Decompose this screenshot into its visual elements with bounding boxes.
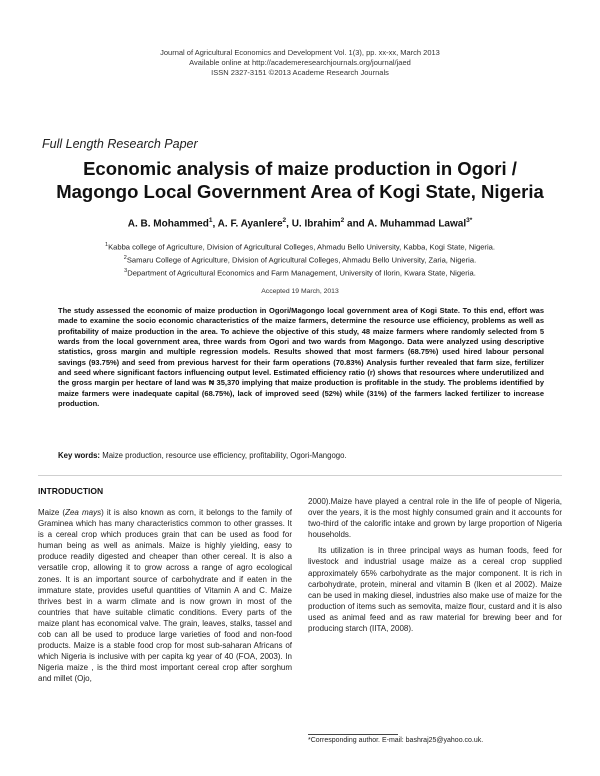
species-name: Zea mays [65, 508, 102, 517]
affiliation-mark: 3 [124, 268, 128, 275]
paragraph-text: Maize ( [38, 508, 66, 517]
author-name: A. Muhammad Lawal [367, 218, 467, 230]
corresponding-author-footnote: *Corresponding author. E-mail: bashraj25@yahoo.co.uk. [308, 737, 484, 744]
footnote-rule [308, 734, 398, 735]
affiliation-text: Samaru College of Agriculture, Division of Agricultural Colleges, Ahmadu Bello University, Zaria, Nigeria. [126, 255, 477, 265]
paragraph-text: ) it is also known as corn, it belongs to the family of Graminea which has many characteristics common to other grasses. It is a cereal crop which produces grain that can be used as food for human being as well as animals. Maize is highly yielding, easy to produce readily digested and cheaper than other cereal. It is also a versatile crop, allowing it to grow across a range of agro ecological zones. It is an important source of carbohydrate and if eaten in the immature state, provides useful quantities of Vitamin A and C. Maize thrives best in a warm climate and is now grown in most of the countries that have suitable climatic conditions. Every parts of the maize plant has economical valve. The grain, leaves, stalks, tassel and cob can all be used to produce large varieties of food and non-food products. Maize is a stable food crop for most sub-saharan Africans of which Nigeria is inclusive with per capita kg year of 40 (FOA, 2003). In Nigeria maize , is the third most important cereal crop after sorghum and millet (Ojo, [38, 508, 293, 684]
introduction-paragraph [38, 507, 292, 685]
keywords [58, 451, 544, 460]
affiliation-text: Department of Agricultural Economics and Farm Management, University of Ilorin, Kwara State, Nigeria. [127, 268, 476, 278]
author-affiliation-mark: 2 [282, 217, 287, 224]
keywords-text: Maize production, resource use efficiency, profitability, Ogori-Mangogo. [102, 451, 347, 460]
journal-issn: ISSN 2327-3151 ©2013 Academe Research Journals [211, 68, 389, 77]
author-affiliation-mark: 3* [466, 217, 473, 224]
affiliation-mark: 1 [105, 242, 109, 248]
author-name: A. F. Ayanlere [217, 218, 283, 230]
title-line-2: Magongo Local Government Area of Kogi State, Nigeria [56, 181, 544, 202]
affiliation-text: Kabba college of Agriculture, Division of Agricultural Colleges, Ahmadu Bello University, Kabba, Kogi State, Nigeria. [108, 242, 495, 252]
affiliation-mark: 2 [123, 255, 127, 262]
introduction-paragraph: 2000).Maize have played a central role in the life of people of Nigeria, over the years, it is the most highly consumed grain and it accounts for two-third of the calorific intake and grown by large proportion of Nigeria households. [308, 497, 562, 540]
left-column [38, 507, 292, 685]
affiliation [0, 253, 600, 266]
author-affiliation-mark: 1 [208, 217, 213, 224]
paper-type: Full Length Research Paper [42, 137, 198, 151]
affiliations [0, 240, 600, 279]
authors: A. B. Mohammed$^1$, A. F. Ayanlere$^2$, U. Ibrahim$^2$ and A. Muhammad Lawal$^{3*}$ [127, 217, 473, 230]
introduction-paragraph: Its utilization is in three principal ways as human foods, feed for livestock and industrial usage maize as a cereal crop supplied approximately 65% carbohydrate as the major component. It is rich in carbohydrate, protein, mineral and vitamin B (Iken et al 2002). Maize can be used in making diesel, industries also make use of maize for the production of items such as semovita, maize flour, custard and it is also used as animal feed and as raw material for brewing beer and for producing starch (IITA, 2008). [308, 546, 562, 634]
author-name: A. B. Mohammed [127, 218, 209, 230]
introduction-heading: INTRODUCTION [38, 486, 104, 496]
journal-header [0, 48, 600, 78]
affiliation [0, 266, 600, 279]
author-affiliation-mark: 2 [340, 217, 345, 224]
section-divider [38, 475, 562, 476]
keywords-label: Key words: [58, 451, 101, 460]
title-line-1: Economic analysis of maize production in Ogori / [83, 158, 517, 179]
accepted-date: Accepted 19 March, 2013 [261, 288, 339, 295]
right-column [308, 496, 562, 634]
abstract: The study assessed the economic of maize production in Ogori/Magongo local government area of Kogi State. To this end, effort was made to examine the socio economic characteristics of the maize farmers, determine the resource use efficiency, problems as well as profitability of maize production in the area. To achieve the objective of this study, 48 maize farmers where randomly selected from 5 wards from the local government area, three wards from Ogori and two wards from Magongo. Data were analyzed using descriptive statistics, gross margin and multiple regression models. Results showed that most farmers (68.75%) used hired labour personal savings (93.75%) and seed from previous harvest for their farm operations (70.83%) Analysis further revealed that farm size, fertilizer and seed where significant factors influencing output level. Estimated efficiency ratio (r) shows that resources where underutilized and the gross margin per hectare of land was ₦ 35,370 implying that maize production is profitable in the study. The problems identified by maize farmers were inadequate capital (68.75%), lack of improved seed (52%) while (31%) of the farmers lacked fertilizer to increase production. [58, 306, 544, 409]
journal-url: Available online at http://academeresearchjournals.org/journal/jaed [189, 58, 411, 67]
author-name: U. Ibrahim [291, 218, 341, 230]
journal-citation: Journal of Agricultural Economics and Development Vol. 1(3), pp. xx-xx, March 2013 [160, 48, 440, 57]
paper-title [30, 157, 570, 203]
affiliation [0, 240, 600, 253]
